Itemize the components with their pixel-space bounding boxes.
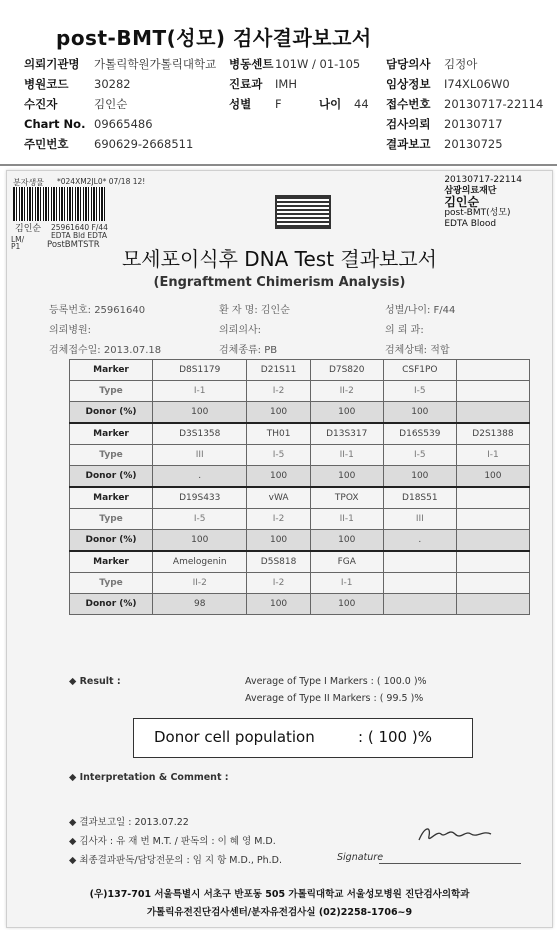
cell-type: I-2 <box>247 573 310 594</box>
cell-type: II-2 <box>153 573 247 594</box>
cell-marker: TH01 <box>247 423 310 445</box>
label-p1: P1 <box>11 242 21 251</box>
result-label: ◆ Result : <box>69 676 121 687</box>
cell-marker <box>456 360 529 381</box>
table-row-type <box>70 509 530 530</box>
cell-donor: 100 <box>383 402 456 424</box>
cell-donor: 100 <box>247 594 310 615</box>
table-row-donor <box>70 466 530 488</box>
cell-type: I-1 <box>456 445 529 466</box>
info-reg-no: 등록번호: 25961640 <box>49 305 146 316</box>
table-row-marker <box>70 360 530 381</box>
cell-type: I-2 <box>247 509 310 530</box>
label-specimen: EDTA Bld EDTA <box>51 231 108 240</box>
cell-type: I-2 <box>247 381 310 402</box>
cell-donor: 100 <box>247 466 310 488</box>
row-label-marker: Marker <box>70 551 153 573</box>
table-row-donor <box>70 530 530 552</box>
final-reviewer: ◆ 최종결과판독/담당전문의 : 임 지 항 M.D., Ph.D. <box>69 855 282 866</box>
report-date: ◆ 결과보고일 : 2013.07.22 <box>69 817 189 828</box>
label-receipt-no: 접수번호 <box>386 97 431 111</box>
cell-donor: . <box>153 466 247 488</box>
donor-cell-population-label: Donor cell population <box>154 728 315 746</box>
report-title: 모세포이식후 DNA Test 결과보고서 <box>121 247 438 271</box>
cell-type: II-2 <box>310 381 383 402</box>
header-row-3 <box>24 96 554 112</box>
cell-type <box>456 509 529 530</box>
label-code: *024XM2JL0* 07/18 12! <box>57 177 146 186</box>
table-row-marker <box>70 487 530 509</box>
cell-marker: D13S317 <box>310 423 383 445</box>
cell-marker: D18S51 <box>383 487 456 509</box>
cell-marker: D8S1179 <box>153 360 247 381</box>
cell-type: I-5 <box>383 381 456 402</box>
cell-donor <box>456 530 529 552</box>
cell-type <box>456 573 529 594</box>
address-line-2: 가톨릭유전진단검사센터/분자유전검사실 (02)2258-1706~9 <box>146 907 413 918</box>
info-specimen-status: 검체상태: 적합 <box>385 345 450 356</box>
value-receipt-no: 20130717-22114 <box>444 97 544 111</box>
table-row-donor <box>70 594 530 615</box>
cell-type <box>456 381 529 402</box>
cell-donor: 100 <box>310 466 383 488</box>
label-name-small: 김인순 <box>15 224 42 234</box>
value-department: IMH <box>275 77 297 91</box>
label-right-name: 김인순 <box>444 195 480 209</box>
cell-donor: 100 <box>247 402 310 424</box>
label-department: 진료과 <box>229 77 263 91</box>
row-label-donor: Donor (%) <box>70 594 153 615</box>
header-title: post-BMT(성모) 검사결과보고서 <box>56 26 372 50</box>
table-row-type <box>70 381 530 402</box>
cell-marker: D21S11 <box>247 360 310 381</box>
cell-type: I-5 <box>383 445 456 466</box>
row-label-type: Type <box>70 381 153 402</box>
cell-type: II-1 <box>310 445 383 466</box>
value-requester: 가톨릭학원가톨릭대학교 <box>94 57 217 71</box>
address-line-1: (우)137-701 서울특별시 서초구 반포동 505 가톨릭대학교 서울성모병원 진단검사의학과 <box>89 889 470 900</box>
cell-marker: D5S818 <box>247 551 310 573</box>
label-sex: 성별 <box>229 97 252 111</box>
value-chart-no: 09665486 <box>94 117 153 131</box>
value-resident-no: 690629-2668511 <box>94 137 194 151</box>
cell-marker: D3S1358 <box>153 423 247 445</box>
header-row-4 <box>24 116 554 132</box>
avg-type1: Average of Type I Markers : ( 100.0 )% <box>245 676 427 687</box>
cell-type: I-5 <box>153 509 247 530</box>
row-label-donor: Donor (%) <box>70 466 153 488</box>
cell-marker: FGA <box>310 551 383 573</box>
report-subtitle: (Engraftment Chimerism Analysis) <box>153 275 406 290</box>
row-label-marker: Marker <box>70 487 153 509</box>
cell-marker: D2S1388 <box>456 423 529 445</box>
row-label-type: Type <box>70 445 153 466</box>
value-hospital-code: 30282 <box>94 77 131 91</box>
cell-donor: 100 <box>310 530 383 552</box>
info-receipt-date: 검체접수일: 2013.07.18 <box>49 345 162 356</box>
value-age: 44 <box>354 97 369 111</box>
table-row-type <box>70 445 530 466</box>
cell-donor: 100 <box>310 402 383 424</box>
cell-type: III <box>383 509 456 530</box>
cell-marker: CSF1PO <box>383 360 456 381</box>
cell-donor: 100 <box>383 466 456 488</box>
label-top-left: 분자생물 <box>13 178 44 187</box>
table-row-type <box>70 573 530 594</box>
cell-type: I-1 <box>153 381 247 402</box>
cell-marker: TPOX <box>310 487 383 509</box>
cell-donor: 100 <box>456 466 529 488</box>
row-label-marker: Marker <box>70 360 153 381</box>
row-label-donor: Donor (%) <box>70 402 153 424</box>
cell-marker <box>383 551 456 573</box>
row-label-type: Type <box>70 509 153 530</box>
cell-donor: 100 <box>153 530 247 552</box>
signature-scribble <box>415 822 495 846</box>
table-row-marker <box>70 551 530 573</box>
info-specimen-type: 검체종류: PB <box>219 345 278 356</box>
avg-type2: Average of Type II Markers : ( 99.5 )% <box>245 693 424 704</box>
info-doctor: 의뢰의사: <box>219 325 262 336</box>
barcode-id: 25961640 F/44 <box>51 223 108 232</box>
signature-label: Signature <box>337 852 384 863</box>
value-result-report: 20130725 <box>444 137 503 151</box>
value-test-request: 20130717 <box>444 117 503 131</box>
label-requester: 의뢰기관명 <box>24 57 80 71</box>
value-doctor: 김정아 <box>444 57 478 71</box>
row-label-donor: Donor (%) <box>70 530 153 552</box>
cell-type: I-1 <box>310 573 383 594</box>
info-department: 의 뢰 과: <box>385 325 424 336</box>
label-lm: LM/ <box>11 235 25 244</box>
scanned-report <box>6 170 553 928</box>
value-patient: 김인순 <box>94 97 128 111</box>
label-hospital-code: 병원코드 <box>24 77 69 91</box>
header-row-5 <box>24 136 554 152</box>
cell-donor: 98 <box>153 594 247 615</box>
value-ward: 101W / 01-105 <box>275 57 361 71</box>
label-right-test: post-BMT(성모) <box>444 208 511 218</box>
cell-donor <box>383 594 456 615</box>
label-test-code: PostBMTSTR <box>47 240 100 250</box>
table-row-marker <box>70 423 530 445</box>
label-result-report: 결과보고 <box>386 137 431 151</box>
cell-donor <box>456 594 529 615</box>
info-sex-age: 성별/나이: F/44 <box>385 305 456 316</box>
specimen-label <box>444 175 522 230</box>
cell-marker <box>456 487 529 509</box>
cell-type: I-5 <box>247 445 310 466</box>
cell-marker: D16S539 <box>383 423 456 445</box>
cell-marker <box>456 551 529 573</box>
cell-type: II-1 <box>310 509 383 530</box>
info-hospital: 의뢰병원: <box>49 325 92 336</box>
cell-donor: 100 <box>310 594 383 615</box>
value-sex: F <box>275 97 282 111</box>
barcode <box>13 187 105 221</box>
examiner: ◆ 김사자 : 유 재 번 M.T. / 판독의 : 이 혜 영 M.D. <box>69 836 276 847</box>
cell-donor <box>456 402 529 424</box>
row-label-type: Type <box>70 573 153 594</box>
label-patient: 수진자 <box>24 97 58 111</box>
label-right-specimen: EDTA Blood <box>444 219 497 229</box>
cell-marker: vWA <box>247 487 310 509</box>
label-test-request: 검사의뢰 <box>386 117 431 131</box>
label-ward: 병동센트 <box>229 57 274 71</box>
label-age: 나이 <box>319 97 342 111</box>
header-row-1 <box>24 56 554 72</box>
label-doctor: 담당의사 <box>386 57 431 71</box>
donor-cell-population-value: : ( 100 )% <box>358 728 432 746</box>
label-clinical-info: 임상정보 <box>386 77 431 91</box>
cell-type <box>383 573 456 594</box>
donor-cell-population-box <box>133 718 473 758</box>
cell-marker: D7S820 <box>310 360 383 381</box>
interpretation-label: ◆ Interpretation & Comment : <box>69 772 229 783</box>
cell-donor: . <box>383 530 456 552</box>
cell-marker: D19S433 <box>153 487 247 509</box>
cell-type: III <box>153 445 247 466</box>
row-label-marker: Marker <box>70 423 153 445</box>
cell-donor: 100 <box>247 530 310 552</box>
label-right-org: 삼광의료재단 <box>444 186 497 196</box>
label-right-no: 20130717-22114 <box>444 175 522 185</box>
institution-logo <box>275 195 331 229</box>
label-resident-no: 주민번호 <box>24 137 69 151</box>
cell-donor: 100 <box>153 402 247 424</box>
value-clinical-info: I74XL06W0 <box>444 77 510 91</box>
cell-marker: Amelogenin <box>153 551 247 573</box>
signature-line <box>379 863 521 864</box>
header-divider <box>0 164 557 166</box>
info-patient: 환 자 명: 김인순 <box>219 305 290 316</box>
label-chart-no: Chart No. <box>24 117 86 131</box>
header-row-2 <box>24 76 554 92</box>
table-row-donor <box>70 402 530 424</box>
str-marker-table <box>69 359 530 615</box>
